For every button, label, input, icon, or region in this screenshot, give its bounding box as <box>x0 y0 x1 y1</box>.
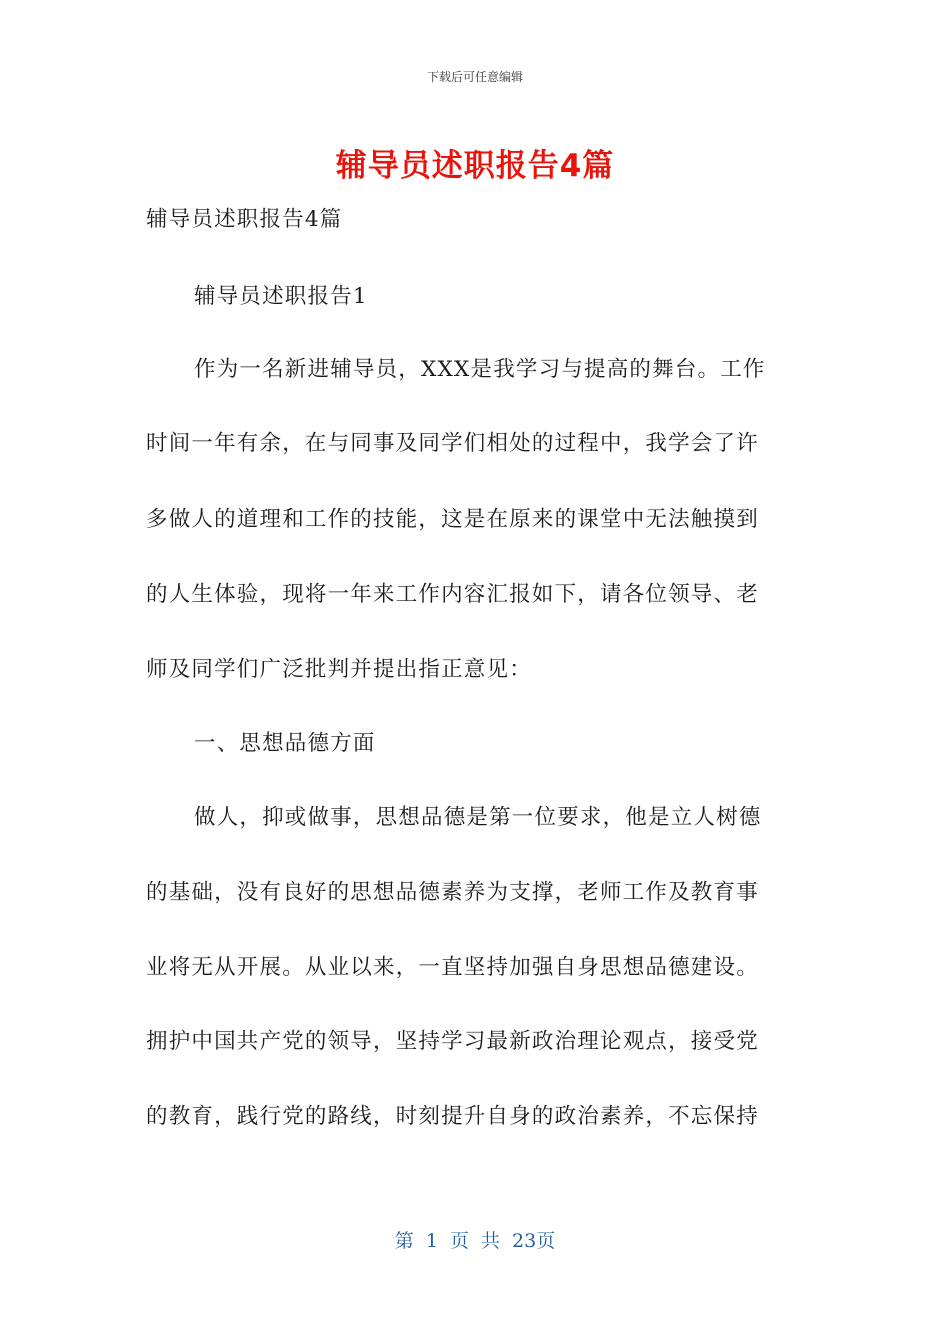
paragraph-line: 业将无从开展。从业以来，一直坚持加强自身思想品德建设。 <box>146 955 759 980</box>
paragraph-line: 做人，抑或做事，思想品德是第一位要求，他是立人树德 <box>194 805 762 830</box>
paragraph-line: 拥护中国共产党的领导，坚持学习最新政治理论观点，接受党 <box>146 1029 759 1054</box>
paragraph-line: 的人生体验，现将一年来工作内容汇报如下，请各位领导、老 <box>146 582 759 607</box>
paragraph-line: 时间一年有余，在与同事及同学们相处的过程中，我学会了许 <box>146 431 759 456</box>
section-heading: 一、思想品德方面 <box>194 731 376 756</box>
paragraph-line: 作为一名新进辅导员，XXX是我学习与提高的舞台。工作 <box>194 357 766 382</box>
paragraph-line: 师及同学们广泛批判并提出指正意见： <box>146 657 532 682</box>
header-note: 下载后可任意编辑 <box>426 70 523 84</box>
page-footer: 第 1 页 共 23页 <box>394 1230 556 1252</box>
subtitle-line: 辅导员述职报告4篇 <box>146 207 343 232</box>
paragraph-line: 的教育，践行党的路线，时刻提升自身的政治素养，不忘保持 <box>146 1104 759 1129</box>
paragraph-line: 的基础，没有良好的思想品德素养为支撑，老师工作及教育事 <box>146 880 759 905</box>
paragraph-line: 多做人的道理和工作的技能，这是在原来的课堂中无法触摸到 <box>146 507 759 532</box>
document-title: 辅导员述职报告4篇 <box>335 148 615 184</box>
section-heading: 辅导员述职报告1 <box>194 284 368 309</box>
